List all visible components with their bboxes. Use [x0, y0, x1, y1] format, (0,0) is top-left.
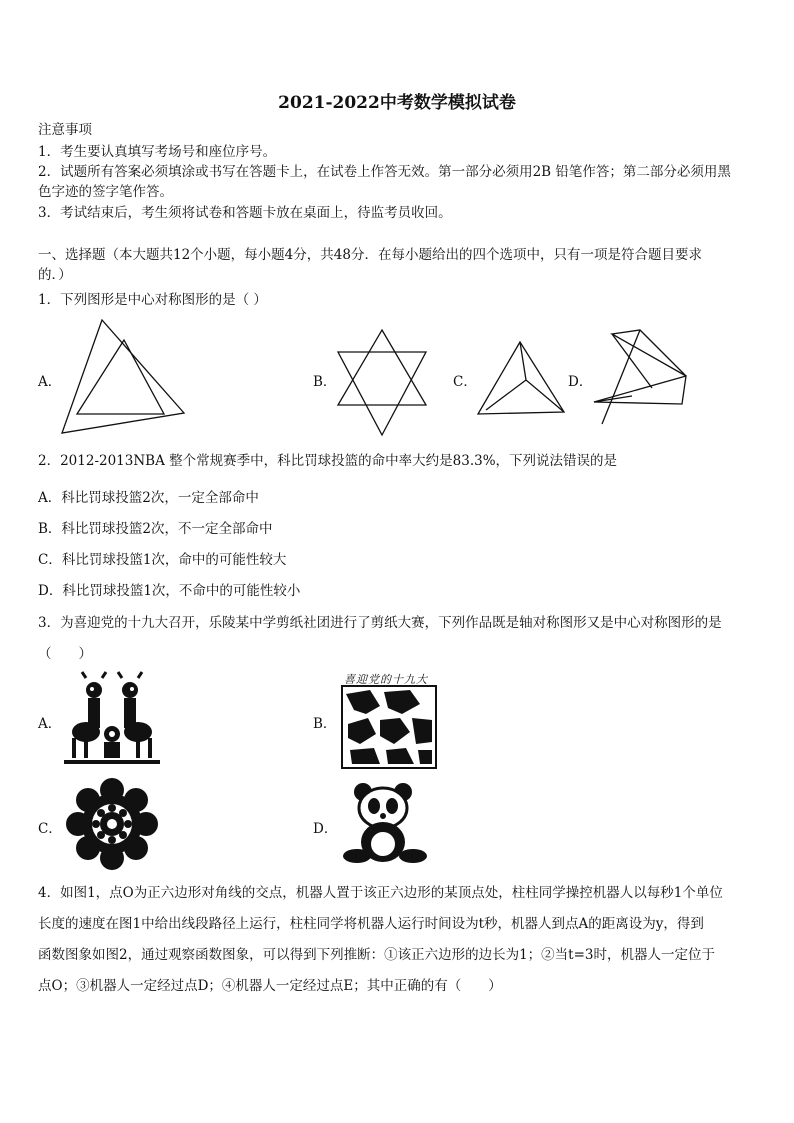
- q3-label-a: A．: [38, 716, 62, 732]
- q3-figure-a-deer: [64, 672, 160, 768]
- q1-figure-d: [592, 326, 692, 426]
- notice-heading: 注意事项: [38, 122, 92, 138]
- notice-item-3: 3．考试结束后，考生须将试卷和答题卡放在桌面上，待监考员收回。: [38, 205, 452, 221]
- notice-item-2-cont: 色字迹的签字笔作答。: [38, 184, 173, 200]
- q1-label-b: B．: [313, 374, 337, 390]
- q4-line-1: 4．如图1，点O为正六边形对角线的交点，机器人置于该正六边形的某顶点处，柱柱同学操控机器人以每秒1个单位: [38, 885, 723, 901]
- q4-line-3: 函数图象如图2，通过观察函数图象，可以得到下列推断：①该正六边形的边长为1；②当t=3时，机器人一定位于: [38, 947, 716, 963]
- q1-figure-b: [335, 330, 429, 438]
- notice-item-2: 2．试题所有答案必须填涂或书写在答题卡上，在试卷上作答无效。第一部分必须用2B 铅笔作答；第二部分必须用黑: [38, 164, 731, 180]
- q3-label-b: B．: [313, 716, 337, 732]
- q4-line-2: 长度的速度在图1中给出线段路径上运行，柱柱同学将机器人运行时间设为t秒，机器人到点A的距离设为y，得到: [38, 916, 704, 932]
- q3-figure-b-papercut: [340, 684, 438, 770]
- page-title: 2021-2022中考数学模拟试卷: [278, 93, 516, 113]
- q2-option-a: A．科比罚球投篮2次，一定全部命中: [38, 490, 259, 506]
- q4-line-4: 点O；③机器人一定经过点D；④机器人一定经过点E；其中正确的有（ ）: [38, 978, 502, 994]
- q3-figure-d-panda: [343, 782, 433, 866]
- q1-figure-a: [62, 318, 187, 438]
- q2-stem: 2．2012-2013NBA 整个常规赛季中，科比罚球投篮的命中率大约是83.3%，下列说法错误的是: [38, 453, 618, 469]
- q3-label-c: C．: [38, 821, 62, 837]
- section-heading-cont: 的．）: [38, 267, 72, 283]
- q1-figure-c: [476, 340, 568, 418]
- q2-option-c: C．科比罚球投篮1次，命中的可能性较大: [38, 552, 287, 568]
- q3-stem: 3．为喜迎党的十九大召开，乐陵某中学剪纸社团进行了剪纸大赛，下列作品既是轴对称图形又是中心对称图形的是: [38, 615, 722, 631]
- q3-label-d: D．: [313, 821, 338, 837]
- q1-stem: 1．下列图形是中心对称图形的是（ ）: [38, 292, 267, 308]
- q2-option-b: B．科比罚球投篮2次，不一定全部命中: [38, 521, 273, 537]
- q1-label-a: A．: [38, 374, 62, 390]
- q1-label-d: D．: [568, 374, 593, 390]
- section-heading: 一、选择题（本大题共12个小题，每小题4分，共48分．在每小题给出的四个选项中，只有一项是符合题目要求: [38, 247, 702, 263]
- q3-figure-b-caption: 喜迎党的十九大: [344, 673, 428, 686]
- q3-paren: （ ）: [38, 646, 92, 662]
- q1-label-c: C．: [453, 374, 477, 390]
- q2-option-d: D．科比罚球投篮1次，不命中的可能性较小: [38, 583, 301, 599]
- notice-item-1: 1．考生要认真填写考场号和座位序号。: [38, 144, 277, 160]
- q3-figure-c-flower: [64, 778, 160, 870]
